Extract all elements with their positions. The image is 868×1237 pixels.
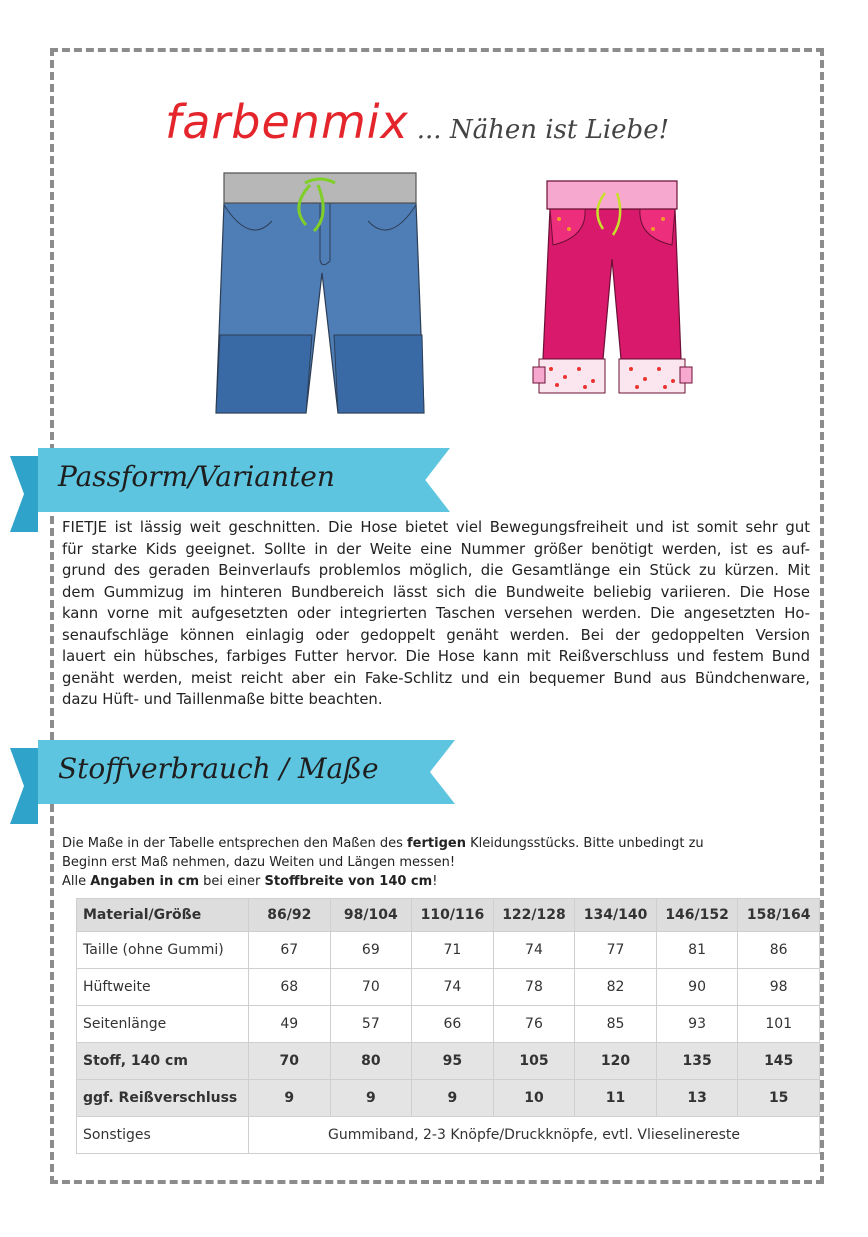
note-emphasis: fertigen: [407, 836, 466, 851]
table-row: [77, 1043, 820, 1080]
table-cell: 81: [656, 932, 738, 969]
text-line: lauert ein hübsches, farbiges Futter hervor. Die Hose kann mit Reißverschluss und festem Bund: [62, 648, 810, 665]
table-note: [62, 834, 822, 891]
table-cell: 13: [656, 1080, 738, 1117]
table-cell: 49: [249, 1006, 331, 1043]
table-cell: 145: [738, 1043, 820, 1080]
table-cell-other: Gummiband, 2-3 Knöpfe/Druckknöpfe, evtl. Vlieselinereste: [249, 1117, 820, 1154]
note-line: [62, 834, 822, 853]
row-label: Hüftweite: [77, 969, 249, 1006]
text-line: FIETJE ist lässig weit geschnitten. Die Hose bietet viel Bewegungsfreiheit und ist somit sehr gut: [62, 519, 810, 536]
table-cell: 74: [412, 969, 494, 1006]
brand-logo: farbenmix: [165, 95, 409, 149]
table-cell: 95: [412, 1043, 494, 1080]
note-text: Die Maße in der Tabelle entsprechen den Maßen des: [62, 836, 408, 851]
note-line: Beginn erst Maß nehmen, dazu Weiten und Längen messen!: [62, 855, 456, 870]
table-cell: 105: [493, 1043, 575, 1080]
note-text: Alle: [62, 874, 91, 889]
text-line: grund des geraden Beinverlaufs problemlos möglich, die Gesamtlänge ein Stück zu kürzen. Mit: [62, 562, 810, 579]
fit-description: [62, 517, 810, 711]
text-line: kann vorne mit aufgesetzten oder integrierten Taschen versehen werden. Die angesetzten Ho-: [62, 605, 810, 622]
table-cell: 86: [738, 932, 820, 969]
table-header-cell: 86/92: [249, 899, 331, 932]
table-row: [77, 1006, 820, 1043]
row-label: ggf. Reißverschluss: [77, 1080, 249, 1117]
table-header-cell: 98/104: [330, 899, 412, 932]
note-text: bei einer: [199, 874, 265, 889]
table-header-cell: 110/116: [412, 899, 494, 932]
table-cell: 135: [656, 1043, 738, 1080]
brand-slogan: ... Nähen ist Liebe!: [416, 115, 670, 145]
table-header-cell: 146/152: [656, 899, 738, 932]
section-title-fabric: Stoffverbrauch / Maße: [58, 752, 379, 785]
table-row: [77, 932, 820, 969]
table-cell: 9: [330, 1080, 412, 1117]
section-banner-fabric: [10, 740, 455, 804]
table-cell: 98: [738, 969, 820, 1006]
row-label: Taille (ohne Gummi): [77, 932, 249, 969]
text-line: dazu Hüft- und Taillenmaße bitte beachten.: [62, 691, 383, 708]
brand-header: [165, 95, 669, 155]
table-cell: 70: [249, 1043, 331, 1080]
note-line: [62, 872, 822, 891]
table-cell: 9: [412, 1080, 494, 1117]
section-banner-fit: [10, 448, 450, 512]
note-text: !: [432, 874, 438, 889]
table-cell: 77: [575, 932, 657, 969]
table-header-cell: 122/128: [493, 899, 575, 932]
table-cell: 68: [249, 969, 331, 1006]
section-title-fit: Passform/Varianten: [58, 460, 335, 493]
table-cell: 71: [412, 932, 494, 969]
table-cell: 101: [738, 1006, 820, 1043]
table-cell: 67: [249, 932, 331, 969]
table-cell: 66: [412, 1006, 494, 1043]
table-row: [77, 969, 820, 1006]
table-header-cell: 134/140: [575, 899, 657, 932]
row-label: Seitenlänge: [77, 1006, 249, 1043]
table-cell: 78: [493, 969, 575, 1006]
table-cell: 82: [575, 969, 657, 1006]
table-cell: 11: [575, 1080, 657, 1117]
table-header-row: [77, 899, 820, 932]
table-cell: 74: [493, 932, 575, 969]
blue-pants-illustration: [210, 165, 430, 415]
text-line: für starke Kids geeignet. Sollte in der Weite eine Nummer größer benötigt werden, ist es auf-: [62, 540, 810, 558]
text-line: dem Gummizug im hinteren Bundbereich lässt sich die Bundweite beliebig variieren. Die Hose: [62, 583, 810, 601]
table-cell: 57: [330, 1006, 412, 1043]
table-cell: 120: [575, 1043, 657, 1080]
pink-pants-illustration: [525, 175, 700, 400]
table-cell: 9: [249, 1080, 331, 1117]
note-emphasis: Stoffbreite von 140 cm: [264, 874, 433, 889]
row-label: Stoff, 140 cm: [77, 1043, 249, 1080]
table-row: [77, 1080, 820, 1117]
table-cell: 85: [575, 1006, 657, 1043]
table-header-cell: Material/Größe: [77, 899, 249, 932]
table-cell: 76: [493, 1006, 575, 1043]
table-cell: 70: [330, 969, 412, 1006]
row-label: Sonstiges: [77, 1117, 249, 1154]
note-text: Kleidungsstücks. Bitte unbedingt zu: [465, 836, 704, 851]
text-line: senaufschläge können einlagig oder gedoppelt genäht werden. Bei der gedoppelten Version: [62, 626, 810, 644]
table-cell: 80: [330, 1043, 412, 1080]
table-header-cell: 158/164: [738, 899, 820, 932]
table-row: [77, 1117, 820, 1154]
table-cell: 90: [656, 969, 738, 1006]
note-emphasis: Angaben in cm: [90, 874, 200, 889]
table-cell: 93: [656, 1006, 738, 1043]
table-cell: 10: [493, 1080, 575, 1117]
table-cell: 15: [738, 1080, 820, 1117]
table-cell: 69: [330, 932, 412, 969]
size-table: [76, 898, 820, 1154]
text-line: genäht werden, meist reicht aber ein Fake-Schlitz und ein bequemer Bund aus Bündchenware,: [62, 669, 810, 687]
